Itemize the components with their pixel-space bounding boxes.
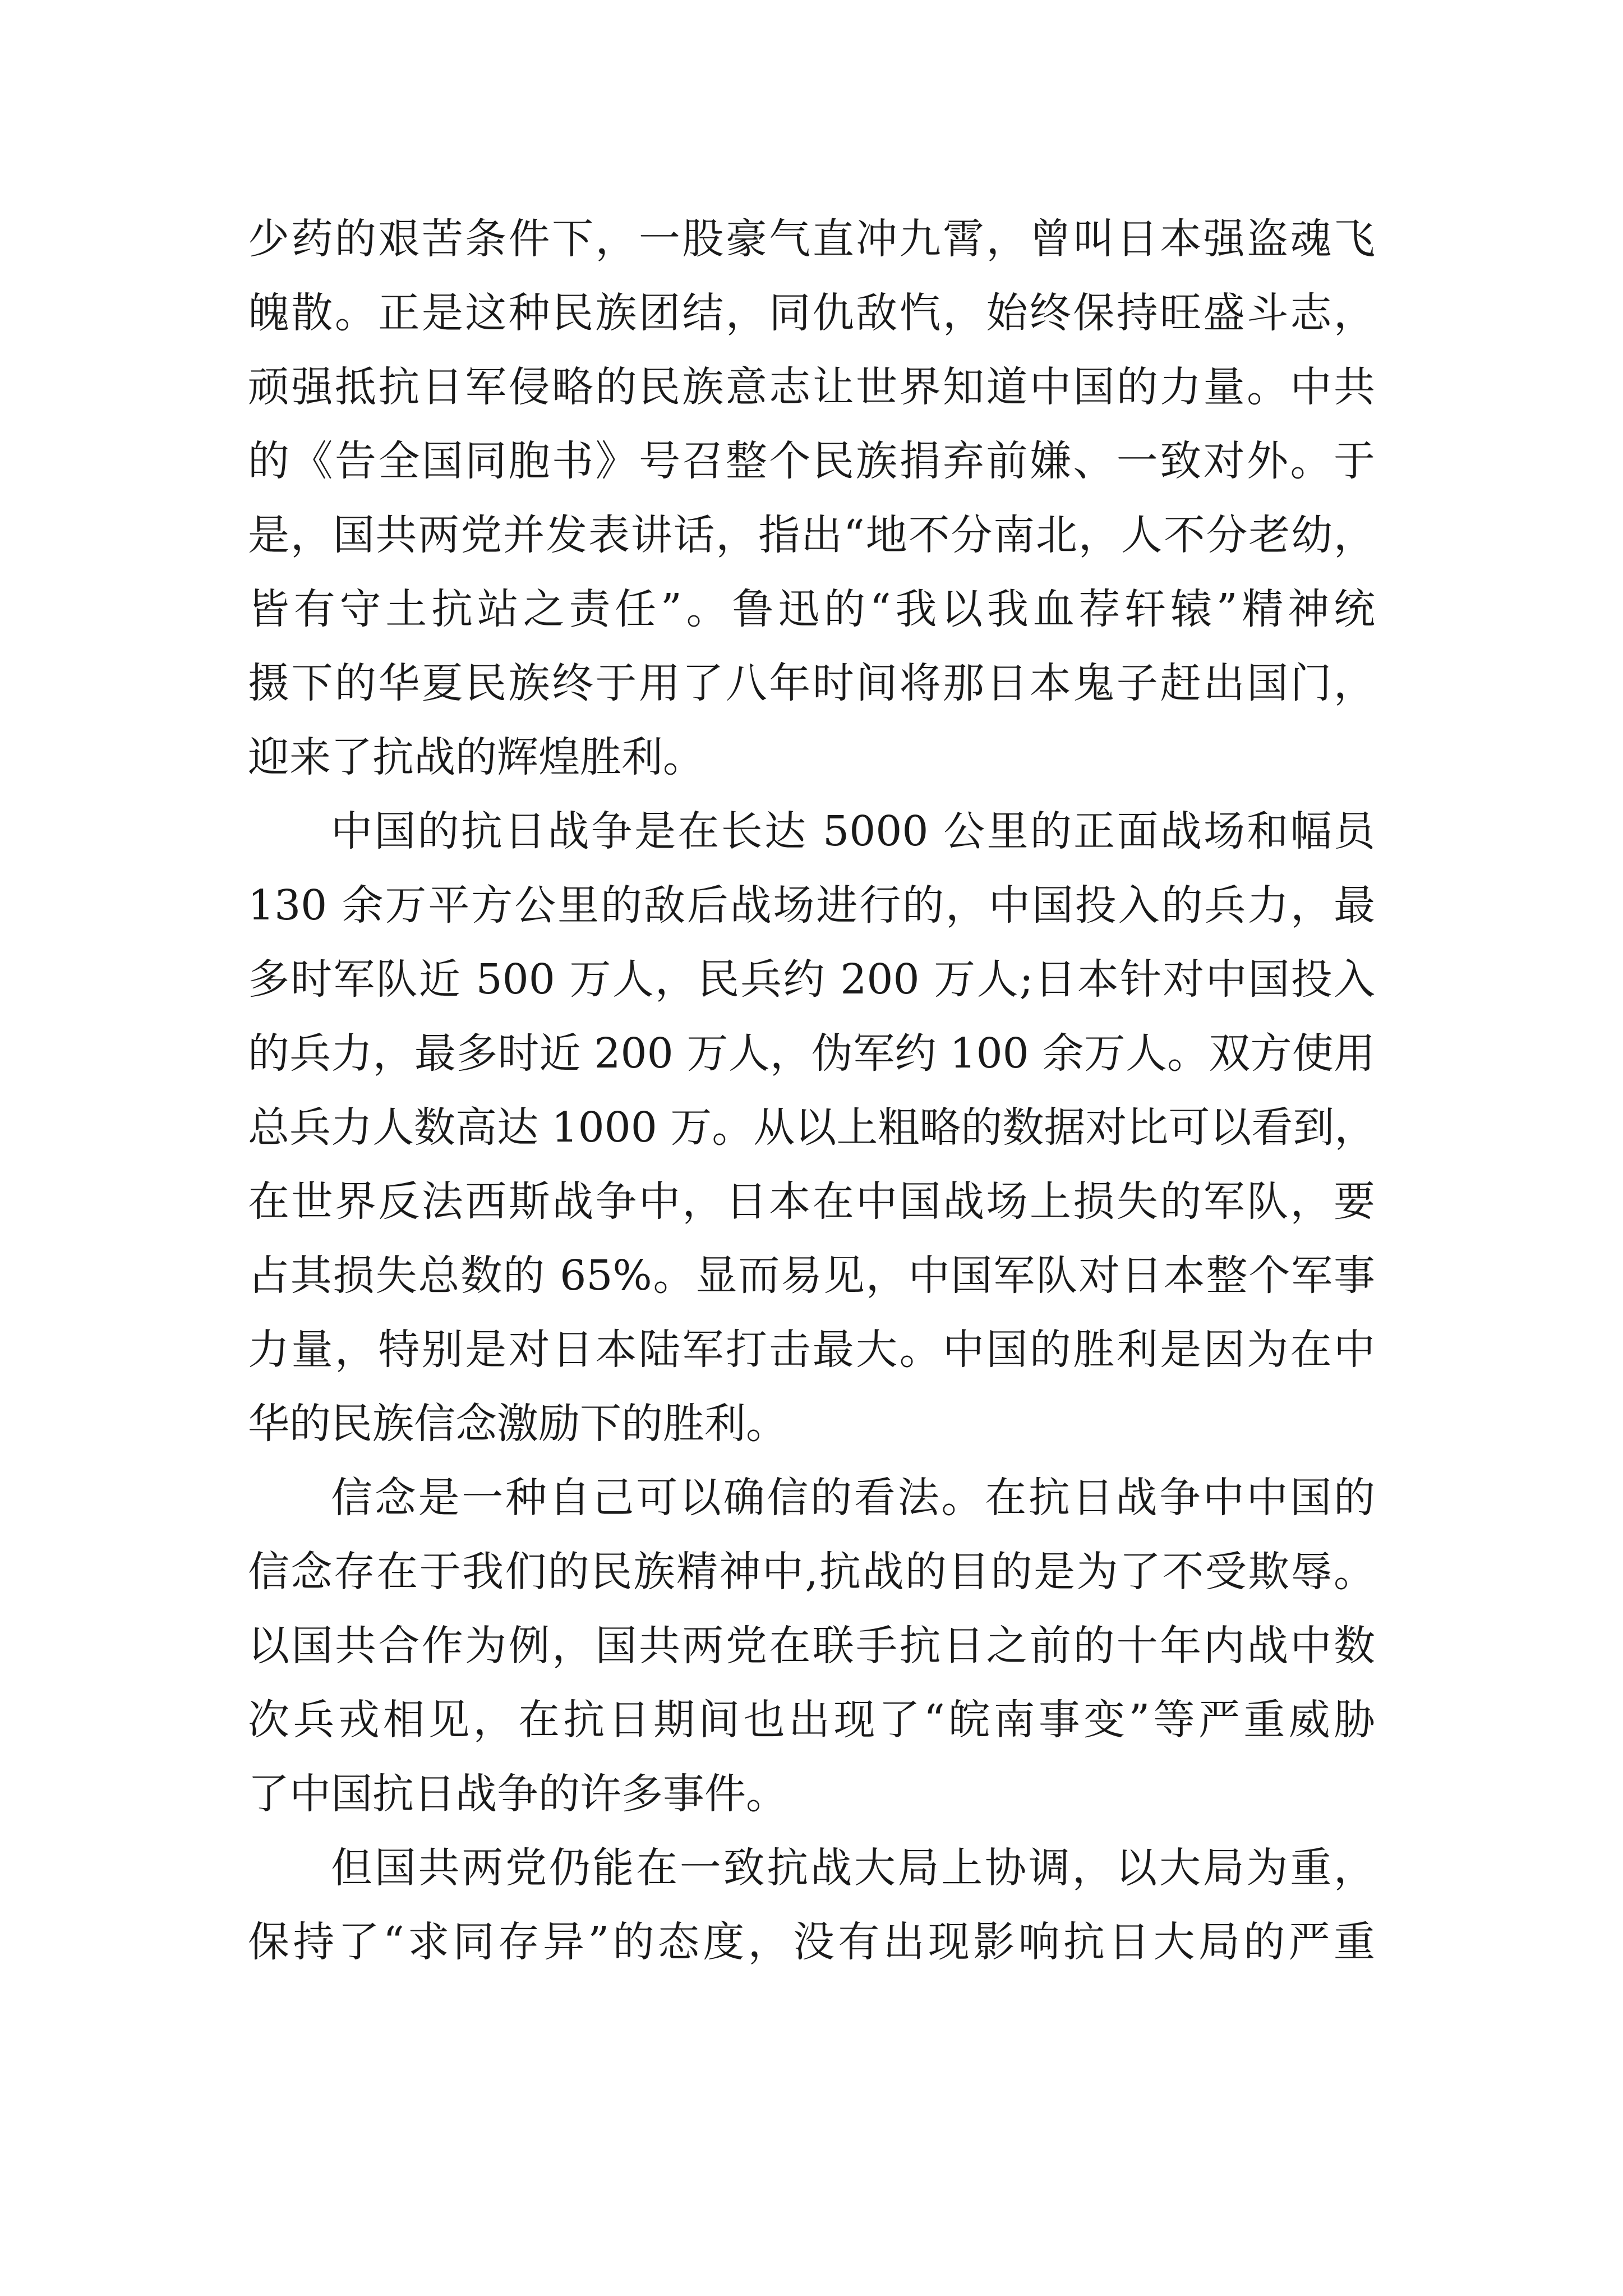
paragraph: [248, 202, 1375, 794]
text-line: 信念是一种自己可以确信的看法。在抗日战争中中国的: [331, 1474, 1375, 1522]
text-line: 力量，特别是对日本陆军打击最大。中国的胜利是因为在中: [248, 1326, 1375, 1374]
body-text: [248, 202, 1375, 1979]
text-line: 了中国抗日战争的许多事件。: [248, 1770, 787, 1818]
text-line: 但国共两党仍能在一致抗战大局上协调，以大局为重，: [331, 1844, 1375, 1892]
paragraph: [248, 1831, 1375, 1979]
text-line: 迎来了抗战的辉煌胜利。: [248, 733, 704, 781]
text-line: 保持了“求同存异”的态度，没有出现影响抗日大局的严重: [248, 1918, 1375, 1966]
text-line: 次兵戎相见，在抗日期间也出现了“皖南事变”等严重威胁: [248, 1696, 1375, 1744]
text-line: 魄散。正是这种民族团结，同仇敌忾，始终保持旺盛斗志，: [248, 289, 1375, 337]
text-line: 多时军队近 500 万人，民兵约 200 万人;日本针对中国投入: [248, 955, 1375, 1004]
text-line: 是，国共两党并发表讲话，指出“地不分南北，人不分老幼，: [248, 511, 1375, 559]
text-line: 占其损失总数的 65%。显而易见，中国军队对日本整个军事: [248, 1251, 1375, 1300]
text-line: 的兵力，最多时近 200 万人，伪军约 100 余万人。双方使用: [248, 1029, 1375, 1078]
text-line: 总兵力人数高达 1000 万。从以上粗略的数据对比可以看到，: [248, 1103, 1376, 1152]
text-line: 以国共合作为例，国共两党在联手抗日之前的十年内战中数: [248, 1622, 1375, 1670]
text-line: 少药的艰苦条件下，一股豪气直冲九霄，曾叫日本强盗魂飞: [248, 215, 1375, 263]
text-line: 顽强抵抗日军侵略的民族意志让世界知道中国的力量。中共: [248, 363, 1375, 411]
text-line: 摄下的华夏民族终于用了八年时间将那日本鬼子赶出国门，: [248, 659, 1375, 707]
text-line: 130 余万平方公里的敌后战场进行的，中国投入的兵力，最: [248, 881, 1375, 930]
text-line: 的《告全国同胞书》号召整个民族捐弃前嫌、一致对外。于: [248, 437, 1375, 485]
paragraph: [248, 794, 1375, 1461]
text-line: 华的民族信念激励下的胜利。: [248, 1400, 787, 1448]
text-line: 中国的抗日战争是在长达 5000 公里的正面战场和幅员: [331, 807, 1375, 855]
text-line: 皆有守土抗站之责任”。鲁迅的“我以我血荐轩辕”精神统: [248, 585, 1375, 633]
text-line: 信念存在于我们的民族精神中,抗战的目的是为了不受欺辱。: [248, 1548, 1375, 1596]
paragraph: [248, 1461, 1375, 1831]
text-line: 在世界反法西斯战争中，日本在中国战场上损失的军队，要: [248, 1177, 1375, 1226]
